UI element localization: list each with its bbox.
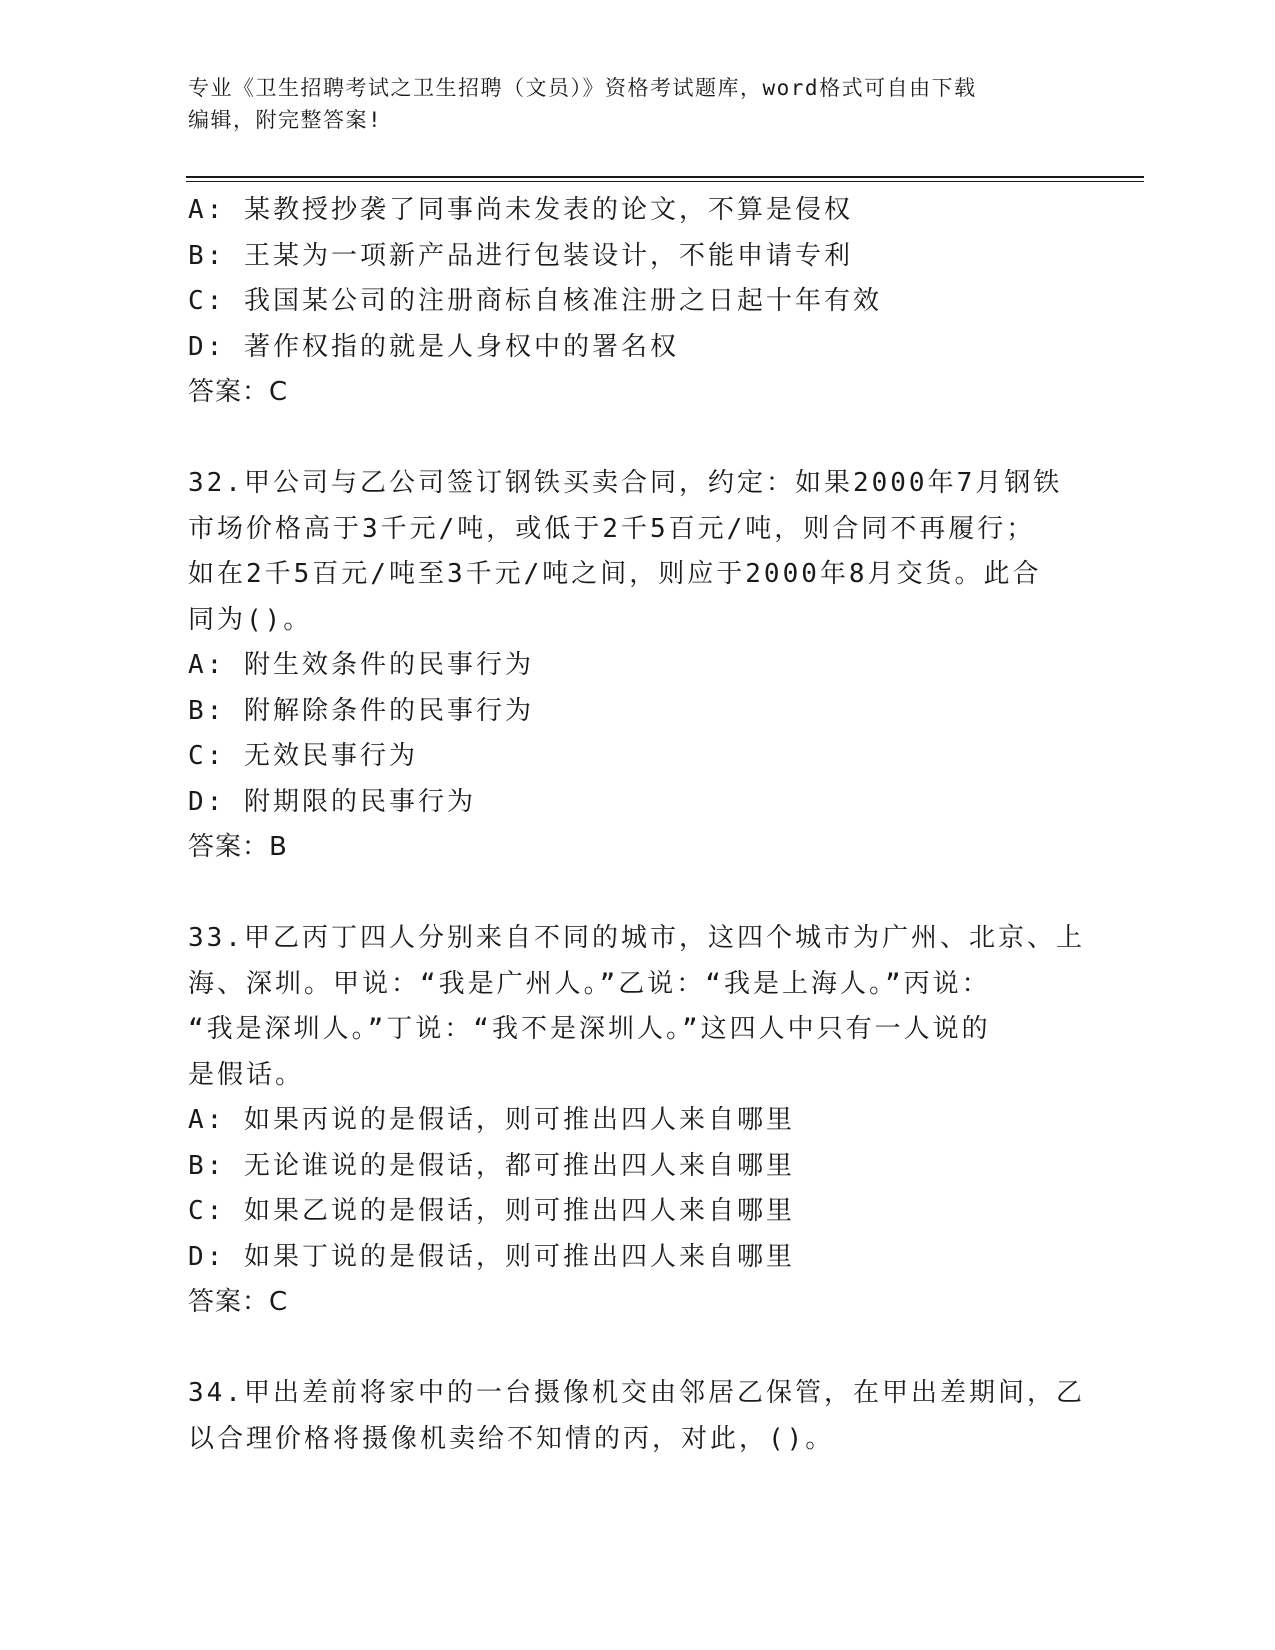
question-stem-line: 同为()。	[188, 604, 313, 635]
spacer	[188, 416, 1068, 462]
question-stem-line: 以合理价格将摄像机卖给不知情的丙，对此，()。	[188, 1423, 835, 1454]
question-stem-line: “我是深圳人。”丁说：“我不是深圳人。”这四人中只有一人说的	[188, 1014, 991, 1044]
question-stem-line: 如在2千5百元/吨至3千元/吨之间，则应于2000年8月交货。此合	[188, 559, 1042, 589]
header-divider-thick	[186, 176, 1144, 178]
document-header	[188, 72, 1088, 136]
option-b: B: 附解除条件的民事行为	[188, 695, 534, 726]
header-line-2: 编辑，附完整答案!	[188, 108, 383, 132]
question-33	[188, 916, 1085, 1326]
option-c: C: 如果乙说的是假话，则可推出四人来自哪里	[188, 1196, 795, 1226]
spacer	[188, 1326, 1068, 1372]
option-a: A: 如果丙说的是假话，则可推出四人来自哪里	[188, 1105, 795, 1135]
option-d: D: 如果丁说的是假话，则可推出四人来自哪里	[188, 1241, 795, 1272]
question-stem-line: 海、深圳。甲说：“我是广州人。”乙说：“我是上海人。”丙说：	[188, 968, 991, 999]
question-stem-line: 33.甲乙丙丁四人分别来自不同的城市，这四个城市为广州、北京、上	[188, 923, 1085, 953]
answer: 答案：C	[188, 1287, 289, 1317]
question-list	[188, 188, 1085, 1462]
option-d: D: 附期限的民事行为	[188, 786, 476, 817]
option-b: B: 无论谁说的是假话，都可推出四人来自哪里	[188, 1150, 795, 1181]
question-31	[188, 188, 1068, 416]
option-d: D: 著作权指的就是人身权中的署名权	[188, 331, 679, 362]
question-stem-line: 是假话。	[188, 1059, 305, 1090]
option-b: B: 王某为一项新产品进行包装设计，不能申请专利	[188, 240, 853, 271]
option-c: C: 无效民事行为	[188, 741, 418, 771]
question-stem-line: 32.甲公司与乙公司签订钢铁买卖合同，约定：如果2000年7月钢铁	[188, 468, 1063, 498]
header-divider-thin	[186, 181, 1144, 182]
question-stem-line: 市场价格高于3千元/吨，或低于2千5百元/吨，则合同不再履行；	[188, 513, 1036, 544]
spacer	[188, 871, 1068, 917]
answer: 答案：C	[188, 377, 289, 407]
header-line-1: 专业《卫生招聘考试之卫生招聘（文员）》资格考试题库，word格式可自由下载	[188, 76, 977, 100]
question-stem-line: 34.甲出差前将家中的一台摄像机交由邻居乙保管，在甲出差期间，乙	[188, 1378, 1085, 1408]
question-32	[188, 461, 1068, 871]
question-34	[188, 1371, 1085, 1462]
option-c: C: 我国某公司的注册商标自核准注册之日起十年有效	[188, 286, 882, 316]
option-a: A: 某教授抄袭了同事尚未发表的论文，不算是侵权	[188, 195, 853, 225]
answer: 答案：B	[188, 832, 288, 862]
option-a: A: 附生效条件的民事行为	[188, 650, 534, 680]
